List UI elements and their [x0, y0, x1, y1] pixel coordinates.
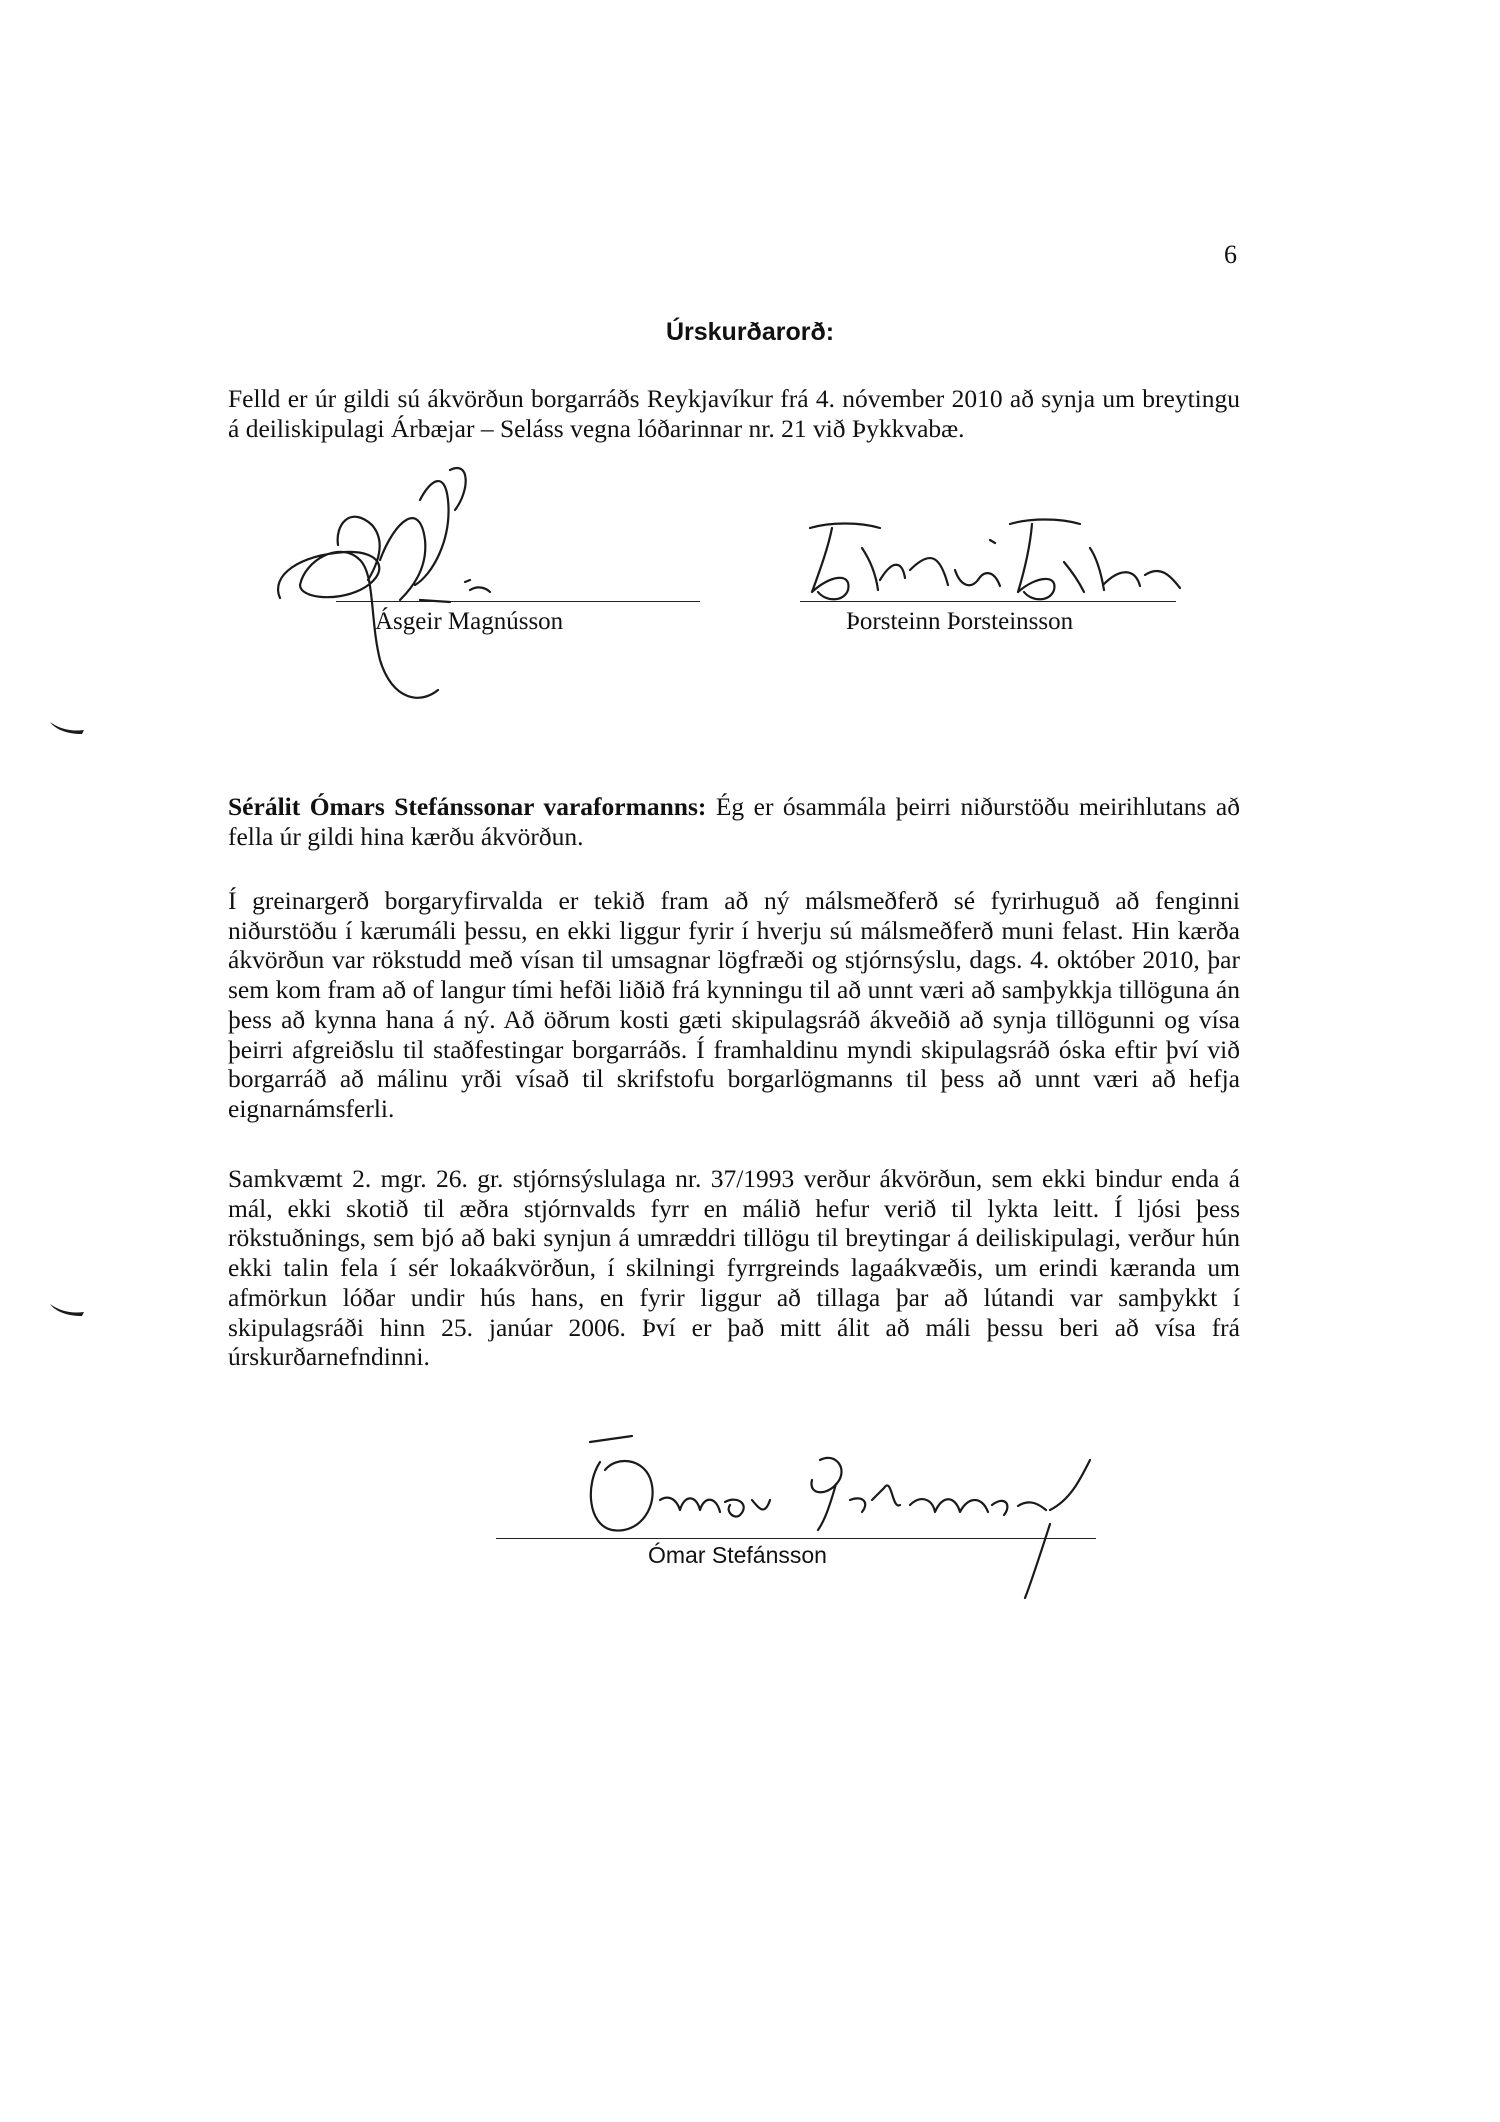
signature-thorsteinn [810, 520, 1180, 600]
page-number: 6 [1224, 240, 1237, 269]
margin-scan-mark-1 [48, 718, 88, 738]
signature-name-omar: Ómar Stefánsson [648, 1542, 827, 1568]
signature-name-asgeir: Ásgeir Magnússon [375, 608, 564, 635]
body-paragraph-3: Samkvæmt 2. mgr. 26. gr. stjórnsýslulaga nr. 37/1993 verður ákvörðun, sem ekki bindur enda á mál, ekki skotið til æðra stjórnvalds fyrr en málið hefur verið til lykta leitt. Í ljósi þess rökstuðnings, sem bjó að baki synjun á umræddri tillögu til breytingar á deiliskipulagi, verður hún ekki talin fela í sér lokaákvörðun, í skilningi fyrrgreinds lagaákvæðis, um erindi kæranda um afmörkun lóðar undir hús hans, en fyrir liggur að tillaga þar að lútandi var samþykkt í skipulagsráði hinn 25. janúar 2006. Því er það mitt álit að máli þessu beri að vísa frá úrskurðarnefndinni. [228, 1164, 1240, 1372]
ruling-paragraph: Felld er úr gildi sú ákvörðun borgarráðs Reykjavíkur frá 4. nóvember 2010 að synja um breytingu á deiliskipulagi Árbæjar – Seláss vegna lóðarinnar nr. 21 við Þykkvabæ. [228, 384, 1240, 443]
signature-name-thorsteinn: Þorsteinn Þorsteinsson [846, 608, 1074, 635]
dissent-lead: Sérálit Ómars Stefánssonar varaformanns: [228, 792, 707, 821]
ruling-heading: Úrskurðarorð: [665, 318, 835, 346]
margin-scan-mark-2 [48, 1300, 88, 1320]
body-paragraph-2: Í greinargerð borgaryfirvalda er tekið fram að ný málsmeðferð sé fyrirhuguð að fenginni niðurstöðu í kærumáli þessu, en ekki liggur fyrir í hverju sú málsmeðferð muni felast. Hin kærða ákvörðun var rökstudd með vísan til umsagnar lögfræði og stjórnsýslu, dags. 4. október 2010, þar sem kom fram að of langur tími hefði liðið frá kynningu til að unnt væri að samþykkja tillöguna án þess að kynna hana á ný. Að öðrum kosti gæti skipulagsráð ákveðið að synja tillögunni og vísa þeirri afgreiðslu til staðfestingar borgarráðs. Í framhaldinu myndi skipulagsráð óska eftir því við borgarráð að málinu yrði vísað til skrifstofu borgarlögmanns til þess að unnt væri að hefja eignarnámsferli. [228, 886, 1240, 1123]
dissent-text: Ég er ósammála þeirri niðurstöðu meirihlutans að fella úr gildi hina kærðu ákvörðun. [228, 792, 1240, 851]
signature-asgeir [278, 468, 490, 698]
signature-omar [590, 1436, 1090, 1598]
